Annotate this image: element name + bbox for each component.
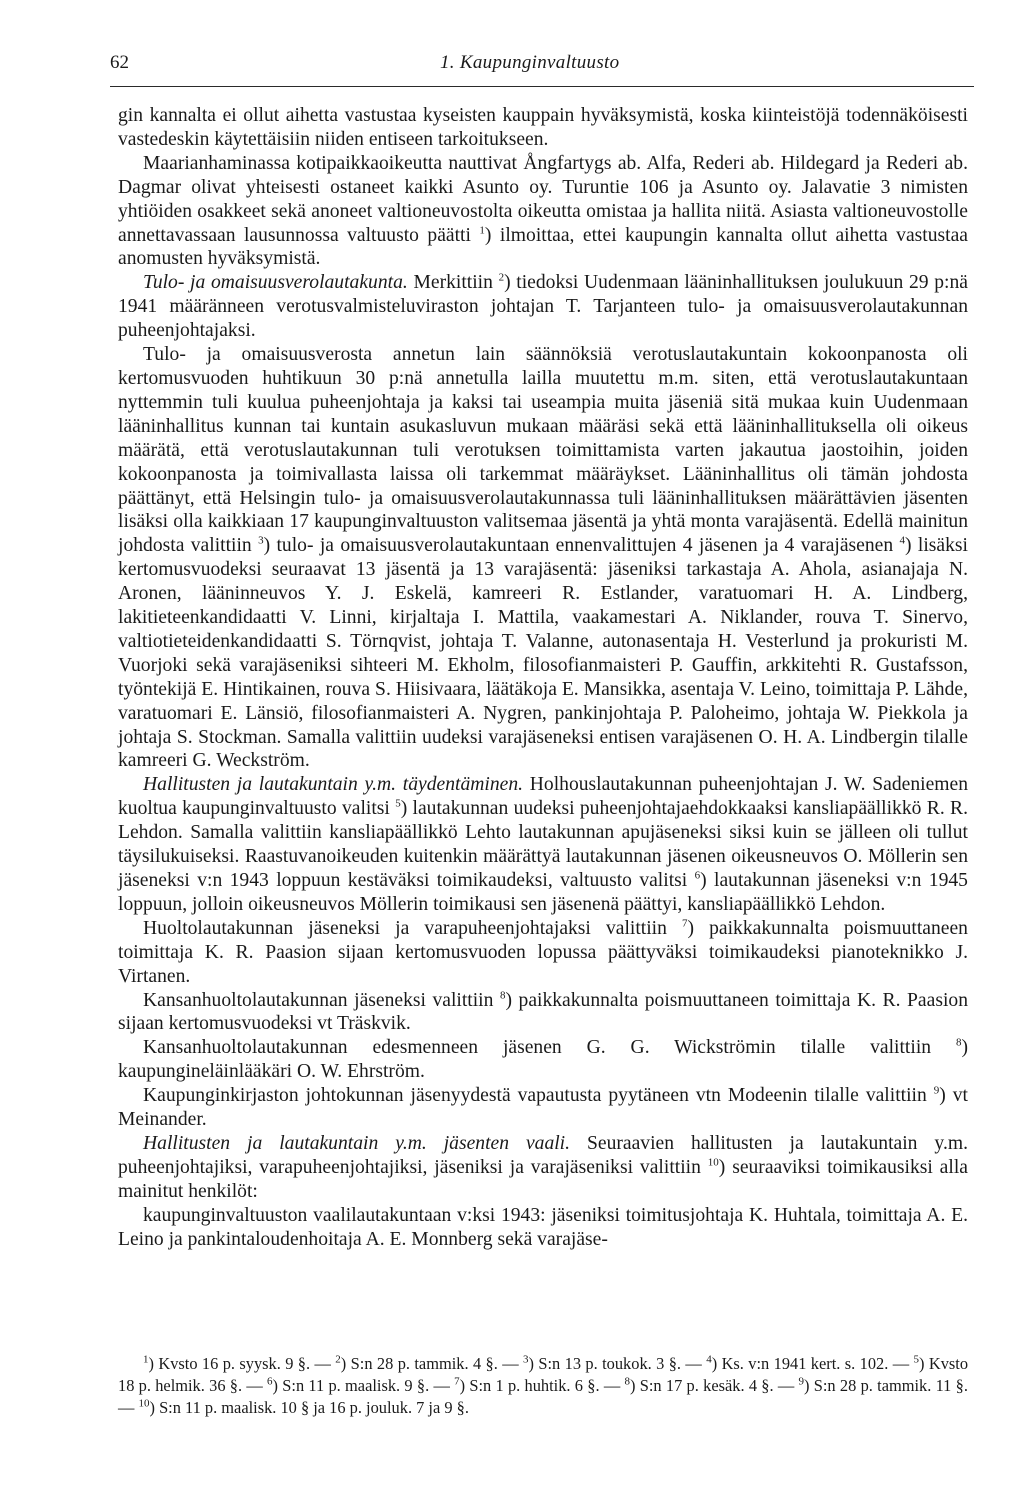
footnote: S:n 1 p. huhtik. 6 §. — xyxy=(469,1376,621,1395)
text-run: Huoltolautakunnan jäseneksi ja varapuheenjohtajaksi valittiin xyxy=(143,917,667,939)
text-run: tiedoksi Uudenmaan lääninhallituksen joulukuun 29 p:nä 1941 määränneen verotusvalmisteluviraston johtajan T. Tarjanteen tulo- ja omaisuusverolautakunnan puheenjohtajaksi. xyxy=(118,272,968,342)
footnote: S:n 28 p. tammik. 4 §. — xyxy=(350,1354,519,1373)
text-run: Tulo- ja omaisuusverosta annetun lain säännöksiä verotuslautakuntain kokoonpanosta oli kertomusvuoden huhtikuun 30 p:nä annetulla lailla muutettu m.m. siten, että verotuslautakuntaan nyttemmin tuli kuulua puheenjohtaja ja kaksi tai useampia muita jäseniä sitä mukaa kuin Uudenmaan lääninhallitus kunnan tai kuntain asukasluvun mukaan määräsi sekä että lääninhallituksella oli oikeus määrätä, että verotuslautakunnan tuli verotuksen toimittamista varten jakautua jaostoihin, joiden kokoonpanosta ja toimivallasta laissa oli tarkemmat määräykset. Lääninhallitus oli tämän johdosta päättänyt, että Helsingin tulo- ja omaisuusverolautakunnassa tuli lääninhallituksen määrättävien jäsenten lisäksi olla kaikkiaan 17 kaupunginvaltuuston valitsemaa jäsentä ja yhtä monta varajäsentä. Edellä mainitun johdosta valittiin xyxy=(118,344,968,557)
section-heading: Tulo- ja omaisuusverolautakunta. xyxy=(143,272,408,294)
section-heading: Hallitusten ja lautakuntain y.m. jäsenten vaali. xyxy=(143,1132,571,1154)
paragraph-verolaki: Tulo- ja omaisuusverosta annetun lain säännöksiä verotuslautakuntain kokoonpanosta oli kertomusvuoden huhtikuun 30 p:nä annetulla lailla muutettu m.m. siten, että verotuslautakuntaan nyttemmin tuli kuulua puheenjohtaja ja kaksi tai useampia muita jäseniä sitä mukaa kuin Uudenmaan lääninhallitus kunnan tai kuntain asukasluvun mukaan määräsi sekä että lääninhallituksella oli oikeus määrätä, että verotuslautakunnan tuli verotuksen toimittamista varten jakautua jaostoihin, joiden kokoonpanosta ja toimivallasta laissa oli tarkemmat määräykset. Lääninhallitus oli tämän johdosta päättänyt, että Helsingin tulo- ja omaisuusverolautakunnassa tuli lääninhallituksen määrättävien jäsenten lisäksi olla kaikkiaan 17 kaupunginvaltuuston valitsemaa jäsentä ja yhtä monta varajäsentä. Edellä mainitun johdosta valittiin $^3$) tulo- ja omaisuusverolautakuntaan ennenvalittujen 4 jäsenen ja 4 varajäsenen $^4$) lisäksi kertomusvuodeksi seuraavat 13 jäsentä ja 13 varajäsentä: jäseniksi tarkastaja A. Ahola, asianajaja N. Aronen, lääninneuvos Y. J. Eskelä, kamreeri R. Estlander, varatuomari H. A. Lindberg, lakitieteenkandidaatti V. Linni, kirjaltaja I. Mattila, vaakamestari A. Niklander, rouva T. Sinervo, valtiotieteidenkandidaatti S. Törnqvist, johtaja T. Valanne, autonasentaja H. Vesterlund ja prokuristi M. Vuorjoki sekä varajäseniksi sihteeri M. Ekholm, filosofianmaisteri P. Gauffin, arkkitehti R. Gustafsson, työntekijä E. Hintikainen, rouva S. Hiisivaara, läätäkoja E. Mansikka, asentaja V. Leino, toimittaja P. Lähde, varatuomari E. Länsiö, filosofianmaisteri A. Nygren, pankinjohtaja P. Paloheimo, johtaja W. Piekkola ja johtaja S. Stockman. Samalla valittiin uudeksi varajäseneksi entisen varajäsenen O. H. A. Lindbergin tilalle kamreeri G. Weckström. xyxy=(118,344,968,772)
footnotes xyxy=(118,1353,968,1419)
text-run: Seuraavien hallitusten ja lautakuntain y.m. puheenjohtajiksi, varapuheenjohtajiksi, jäseniksi ja varajäseniksi valittiin xyxy=(118,1132,968,1178)
text-run: tulo- ja omaisuusverolautakuntaan ennenvalittujen 4 jäsenen ja 4 varajäsenen xyxy=(276,535,894,557)
section-heading: Hallitusten ja lautakuntain y.m. täydentäminen. xyxy=(143,774,524,796)
footnote-number: 7 xyxy=(454,1375,460,1388)
paragraph-vaalilautakunta: kaupunginvaltuuston vaalilautakuntaan v:ksi 1943: jäseniksi toimitusjohtaja K. Huhtala, toimittaja A. E. Leino ja pankintaloudenhoitaja A. E. Monnberg sekä varajäse- xyxy=(118,1204,968,1250)
paragraph-kansanhuolto-2: Kansanhuoltolautakunnan edesmenneen jäsenen G. G. Wickströmin tilalle valittiin $^8$) kaupungineläinlääkäri O. W. Ehrström. xyxy=(118,1036,968,1083)
footnote-ref: 10 xyxy=(707,1156,719,1169)
text-run: lautakunnan uudeksi puheenjohtajaehdokkaaksi kansliapäällikkö R. R. Lehdon. Samalla valittiin kansliapäällikkö Lehto lautakunnan apujäseneksi siksi kuin se jälleen oli tullut täysilukuiseksi. Raastuvanoikeuden kuitenkin määrättyä lautakunnan jäsenen oikeusneuvos O. Möllerin sen jäseneksi v:n 1943 loppuun kestäväksi toimikaudeksi, valtuusto valitsi xyxy=(118,798,968,891)
paragraph-kirjasto: Kaupunginkirjaston johtokunnan jäsenyydestä vapautusta pyytäneen vtn Modeenin tilalle valittiin $^9$) vt Meinander. xyxy=(118,1084,968,1131)
footnote-number: 4 xyxy=(706,1353,712,1366)
paragraph-huoltolautakunta: Huoltolautakunnan jäseneksi ja varapuheenjohtajaksi valittiin $^7$) paikkakunnalta poismuuttaneen toimittaja K. R. Paasion sijaan kertomusvuoden lopussa päättyväksi toimikaudeksi pianoteknikko J. Virtanen. xyxy=(118,917,968,987)
footnote-number: 10 xyxy=(138,1397,150,1410)
paragraph-verolautakunta: Tulo- ja omaisuusverolautakunta. Merkittiin $^2$) tiedoksi Uudenmaan lääninhallituksen joulukuun 29 p:nä 1941 määränneen verotusvalmisteluviraston johtajan T. Tarjanteen tulo- ja omaisuusverolautakunnan puheenjohtajaksi. xyxy=(118,271,968,342)
footnote-ref: 3 xyxy=(258,534,264,547)
footnote-number: 1 xyxy=(143,1353,149,1366)
paragraph-jasenten-vaali: Hallitusten ja lautakuntain y.m. jäsenten vaali. Seuraavien hallitusten ja lautakuntain y.m. puheenjohtajiksi, varapuheenjohtajiksi, jäseniksi ja varajäseniksi valittiin $^{10}$) seuraaviksi toimikausiksi alla mainitut henkilöt: xyxy=(118,1132,968,1202)
text-run: seuraaviksi toimikausiksi alla mainitut henkilöt: xyxy=(118,1156,968,1202)
footnote-number: 6 xyxy=(267,1375,273,1388)
paragraph-maarianhamina: Maarianhaminassa kotipaikkaoikeutta nauttivat Ångfartygs ab. Alfa, Rederi ab. Hildegard ja Rederi ab. Dagmar olivat yhteisesti ostaneet kaikki Asunto oy. Turuntie 106 ja Asunto oy. Jalavatie 3 nimisten yhtiöiden osakkeet sekä anoneet valtioneuvostolta oikeutta omistaa ja hallita niitä. Asiasta valtioneuvostolle annettavassaan lausunnossa valtuusto päätti $^1$) ilmoittaa, ettei kaupungin kannalta ollut aihetta vastustaa anomusten hyväksymistä. xyxy=(118,152,968,270)
footnote-ref: 2 xyxy=(498,271,505,284)
footnote-block: $^1$) Kvsto 16 p. syysk. 9 §. — $^2$) S:n 28 p. tammik. 4 §. — $^3$) S:n 13 p. toukok. 3 §. — $^4$) Ks. v:n 1941 kert. s. 102. — $^5$) Kvsto 18 p. helmik. 36 §. — $^6$) S:n 11 p. maalisk. 9 §. — $^7$) S:n 1 p. huhtik. 6 §. — $^8$) S:n 17 p. kesäk. 4 §. — $^9$) S:n 28 p. tammik. 11 §. — $^{10}$) S:n 11 p. maalisk. 10 § ja 16 p. jouluk. 7 ja 9 §. xyxy=(118,1353,969,1417)
text-run: vt Meinander. xyxy=(118,1085,968,1131)
footnote-ref: 4 xyxy=(899,534,906,547)
text-run: paikkakunnalta poismuuttaneen toimittaja K. R. Paasion sijaan kertomusvuodeksi vt Träskvik. xyxy=(118,989,968,1035)
footnote-number: 9 xyxy=(798,1375,805,1388)
text-run: Kansanhuoltolautakunnan edesmenneen jäsenen G. G. Wickströmin tilalle valittiin xyxy=(143,1037,932,1059)
footnote-ref: 8 xyxy=(499,989,506,1001)
footnote-ref: 8 xyxy=(955,1036,962,1049)
footnote: S:n 11 p. maalisk. 10 § ja 16 p. jouluk. 7 ja 9 §. xyxy=(159,1398,469,1417)
text-run: paikkakunnalta poismuuttaneen toimittaja K. R. Paasion sijaan kertomusvuoden lopussa päättyväksi toimikaudeksi pianoteknikko J. Virtanen. xyxy=(118,917,968,987)
footnote-number: 8 xyxy=(624,1375,631,1388)
footnote-ref: 5 xyxy=(395,797,401,810)
text-run: Kaupunginkirjaston johtokunnan jäsenyydestä vapautusta pyytäneen vtn Modeenin tilalle valittiin xyxy=(143,1085,927,1107)
footnote-number: 5 xyxy=(913,1353,920,1366)
footnote: S:n 11 p. maalisk. 9 §. — xyxy=(282,1376,450,1395)
footnote-number: 3 xyxy=(523,1353,529,1366)
footnote-ref: 6 xyxy=(694,869,701,882)
footnote-ref: 7 xyxy=(682,917,688,930)
footnote: S:n 13 p. toukok. 3 §. — xyxy=(538,1354,702,1373)
footnote-ref: 9 xyxy=(933,1084,940,1097)
footnote: S:n 28 p. tammik. 11 §. — xyxy=(118,1376,968,1417)
footnote-ref: 1 xyxy=(479,224,485,236)
text-run: lisäksi kertomusvuodeksi seuraavat 13 jäsentä ja 13 varajäsentä: jäseniksi tarkastaja A. Ahola, asianajaja N. Aronen, lääninneuvos Y. J. Eskelä, kamreeri R. Estlander, varatuomari H. A. Lindberg, lakitieteenkandidaatti V. Linni, kirjaltaja I. Mattila, vaakamestari A. Niklander, rouva T. Sinervo, valtiotieteidenkandidaatti S. Törnqvist, johtaja T. Valanne, autonasentaja H. Vesterlund ja prokuristi M. Vuorjoki sekä varajäseniksi sihteeri M. Ekholm, filosofianmaisteri P. Gauffin, arkkitehti R. Gustafsson, työntekijä E. Hintikainen, rouva S. Hiisivaara, läätäkoja E. Mansikka, asentaja V. Leino, toimittaja P. Lähde, varatuomari E. Länsiö, filosofianmaisteri A. Nygren, pankinjohtaja P. Paloheimo, johtaja W. Piekkola ja johtaja S. Stockman. Samalla valittiin uudeksi varajäseneksi entisen varajäsenen O. H. A. Lindbergin tilalle kamreeri G. Weckström. xyxy=(118,535,968,772)
paragraph-continuation: gin kannalta ei ollut aihetta vastustaa kyseisten kauppain hyväksymistä, koska kiinteistöjä todennäköisesti vastedeskin käytettäisiin niiden entiseen tarkoitukseen. xyxy=(118,105,968,150)
footnote: Kvsto 18 p. helmik. 36 §. — xyxy=(118,1354,969,1395)
main-text xyxy=(118,104,968,1252)
footnote-number: 2 xyxy=(335,1353,341,1366)
page-header xyxy=(110,52,974,87)
text-run: kaupungineläinlääkäri O. W. Ehrström. xyxy=(118,1061,425,1083)
running-title: 1. Kaupunginvaltuusto xyxy=(440,52,620,73)
text-run: Kansanhuoltolautakunnan jäseneksi valittiin xyxy=(143,989,494,1011)
text-run: Maarianhaminassa kotipaikkaoikeutta nauttivat Ångfartygs ab. Alfa, Rederi ab. Hildegard ja Rederi ab. Dagmar olivat yhteisesti ostaneet kaikki Asunto oy. Turuntie 106 ja Asunto oy. Jalavatie 3 nimisten yhtiöiden osakkeet sekä anoneet valtioneuvostolta oikeutta omistaa ja hallita niitä. Asiasta valtioneuvostolle annettavassaan lausunnossa valtuusto päätti xyxy=(118,152,968,246)
footnote: Kvsto 16 p. syysk. 9 §. — xyxy=(158,1354,331,1373)
paragraph-kansanhuolto-1: Kansanhuoltolautakunnan jäseneksi valittiin $^8$) paikkakunnalta poismuuttaneen toimittaja K. R. Paasion sijaan kertomusvuodeksi vt Träskvik. xyxy=(118,989,968,1035)
page-number: 62 xyxy=(110,52,129,73)
footnote: Ks. v:n 1941 kert. s. 102. — xyxy=(721,1354,910,1373)
text-run: ilmoittaa, ettei kaupungin kannalta ollut aihetta vastustaa anomusten hyväksymistä. xyxy=(118,224,968,270)
paragraph-taydentaminen: Hallitusten ja lautakuntain y.m. täydentäminen. Holhouslautakunnan puheenjohtajan J. W. Sadeniemen kuoltua kaupunginvaltuusto valitsi $^5$) lautakunnan uudeksi puheenjohtajaehdokkaaksi kansliapäällikkö R. R. Lehdon. Samalla valittiin kansliapäällikkö Lehto lautakunnan apujäseneksi siksi kuin se jälleen oli tullut täysilukuiseksi. Raastuvanoikeuden kuitenkin määrättyä lautakunnan jäsenen oikeusneuvos O. Möllerin sen jäseneksi v:n 1943 loppuun kestäväksi toimikaudeksi, valtuusto valitsi $^6$) lautakunnan jäseneksi v:n 1945 loppuun, jolloin oikeusneuvos Möllerin toimikausi sen jäsenenä päättyi, kansliapäällikkö Lehdon. xyxy=(118,774,968,915)
text-run: Holhouslautakunnan puheenjohtajan J. W. Sadeniemen kuoltua kaupunginvaltuusto valitsi xyxy=(118,774,968,820)
text-run: lautakunnan jäseneksi v:n 1945 loppuun, jolloin oikeusneuvos Möllerin toimikausi sen jäsenenä päättyi, kansliapäällikkö Lehdon. xyxy=(118,870,968,915)
text-run: Merkittiin xyxy=(413,272,493,294)
footnote: S:n 17 p. kesäk. 4 §. — xyxy=(639,1376,795,1395)
